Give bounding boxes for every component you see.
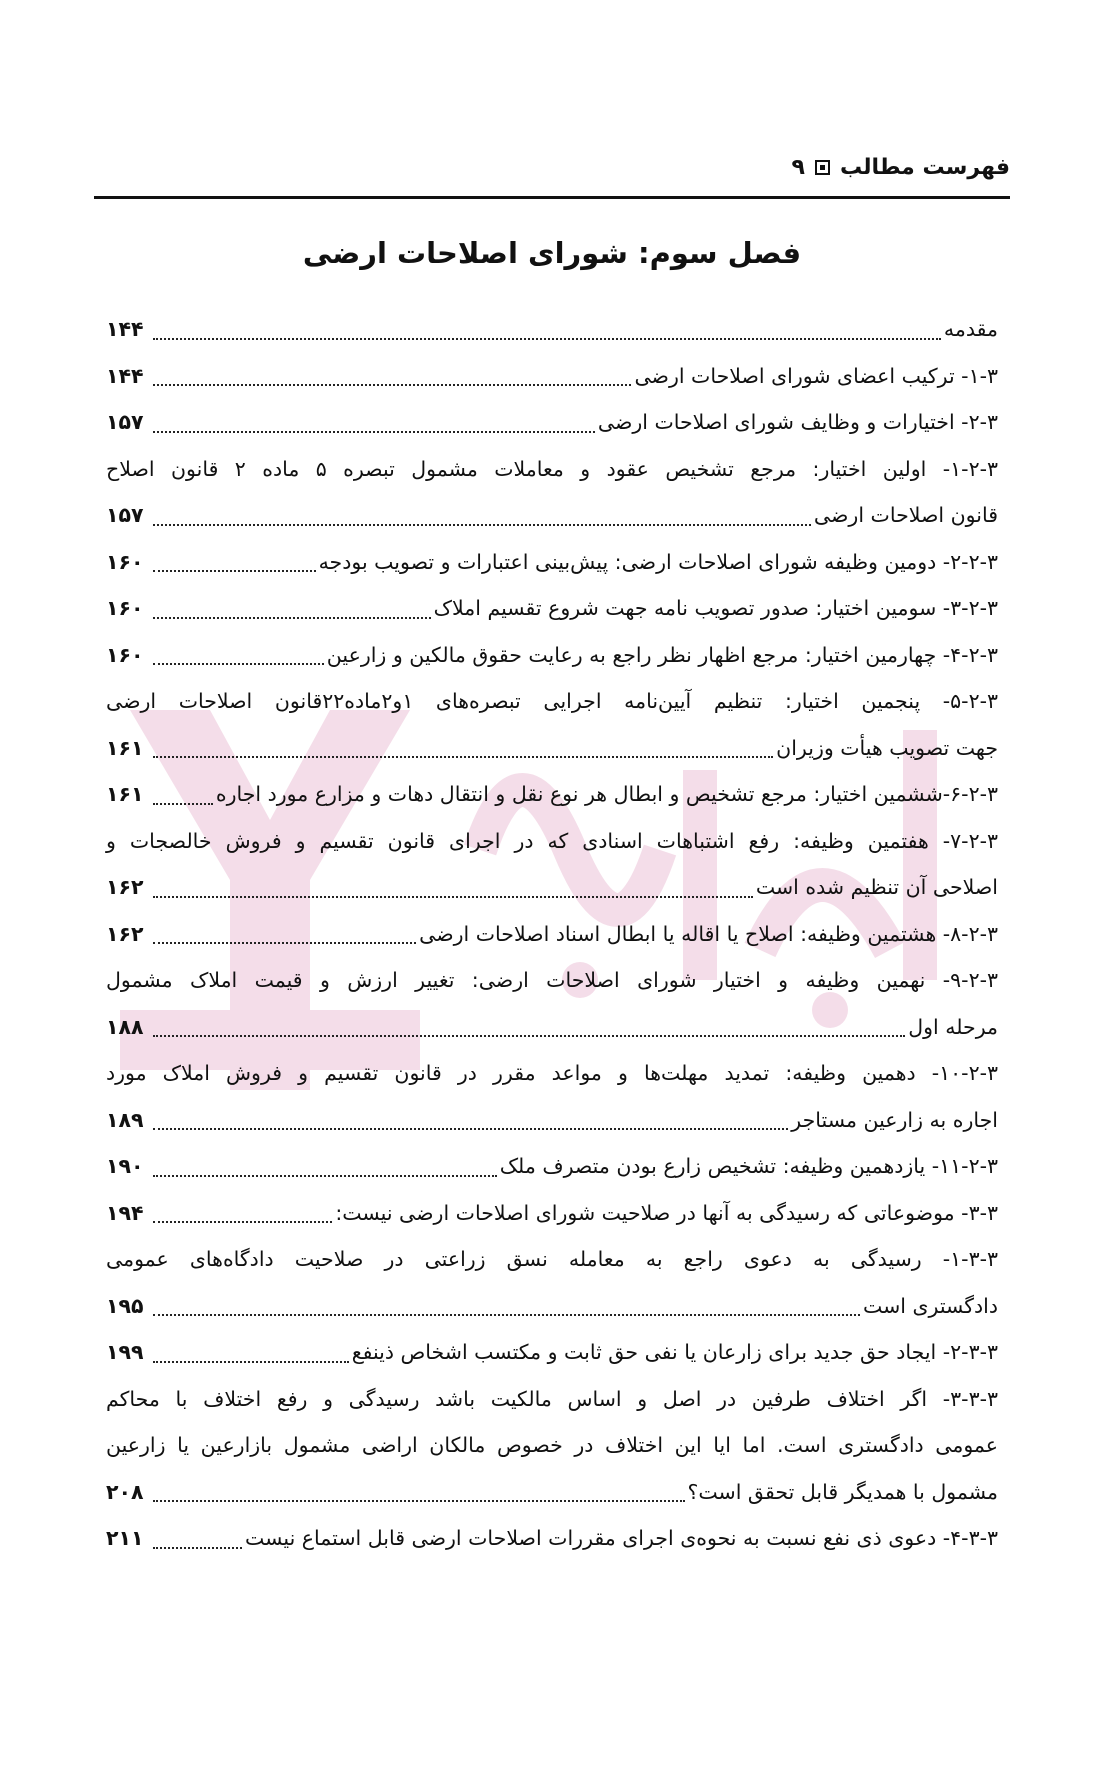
toc-entry-title-cont: دادگستری است: [862, 1293, 998, 1318]
toc-entry-page: ۱۹۵: [106, 1293, 144, 1318]
chapter-title: فصل سوم: شورای اصلاحات ارضی: [302, 236, 802, 270]
toc-entry-page: ۱۵۷: [106, 410, 144, 434]
toc-entry-page: ۱۸۹: [106, 1107, 144, 1132]
dot-leader: [153, 1547, 242, 1549]
toc-entry-title: ۱-۲-۳- اولین اختیار: مرجع تشخیص عقود و معاملات مشمول تبصره ۵ ماده ۲ قانون اصلاح: [106, 456, 998, 481]
header-rule: [94, 196, 1010, 199]
toc-entry-title: مقدمه: [943, 317, 998, 341]
dot-leader: [153, 1361, 349, 1363]
toc-entry-page: ۱۶۱: [106, 782, 144, 806]
toc-entry[interactable]: [106, 306, 998, 353]
toc-entry[interactable]: [106, 399, 998, 446]
toc-entry-continuation[interactable]: [106, 1097, 998, 1144]
toc-entry-title-cont: جهت تصویب هیأت وزیران: [776, 735, 998, 760]
toc-entry[interactable]: [106, 678, 998, 725]
toc-entry[interactable]: [106, 1376, 998, 1423]
toc-entry-continuation[interactable]: [106, 1004, 998, 1051]
toc-entry[interactable]: [106, 446, 998, 493]
toc-entry-page: ۱۴۴: [106, 317, 144, 341]
toc-entry-title: ۳-۳-۳- اگر اختلاف طرفین در اصل و اساس مالکیت باشد رسیدگی و رفع اختلاف با محاکم: [106, 1386, 998, 1411]
toc-entry-title: ۲-۳-۳- ایجاد حق جدید برای زارعان یا نفی حق ثابت و مکتسب اشخاص ذینفع: [351, 1340, 998, 1364]
toc-entry[interactable]: [106, 353, 998, 400]
dot-leader: [153, 896, 753, 898]
toc-entry-continuation[interactable]: [106, 1469, 998, 1516]
toc-entry[interactable]: [106, 1143, 998, 1190]
toc-entry-title: ۴-۳-۳- دعوی ذی نفع نسبت به نحوه‌ی اجرای مقررات اصلاحات ارضی قابل استماع نیست: [244, 1526, 998, 1550]
dot-leader: [153, 1314, 860, 1316]
toc-entry-page: ۱۹۰: [106, 1154, 144, 1178]
square-bullet-icon: [815, 160, 830, 175]
dot-leader: [153, 1175, 497, 1177]
toc-entry[interactable]: [106, 818, 998, 865]
toc-entry-continuation[interactable]: [106, 864, 998, 911]
toc-entry-title-cont: عمومی دادگستری است. اما ایا این اختلاف در خصوص مالکان اراضی مشمول بازارعین یا زارعین: [106, 1433, 998, 1457]
toc-entry-page: ۱۶۰: [106, 642, 144, 667]
toc-entry-page: ۲۰۸: [106, 1479, 144, 1504]
toc-entry-title-cont: اجاره به زارعین مستاجر: [791, 1107, 998, 1132]
dot-leader: [153, 384, 631, 386]
toc-entry[interactable]: [106, 632, 998, 679]
toc-entry-title: ۲-۳- اختیارات و وظایف شورای اصلاحات ارضی: [597, 410, 998, 434]
toc-entry-page: ۱۸۸: [106, 1014, 144, 1039]
toc-entry-page: ۱۶۲: [106, 921, 144, 946]
dot-leader: [153, 942, 416, 944]
toc-list: [106, 306, 998, 1562]
toc-entry-page: ۲۱۱: [106, 1526, 144, 1550]
toc-entry[interactable]: [106, 1236, 998, 1283]
dot-leader: [153, 1221, 332, 1223]
dot-leader: [153, 803, 213, 805]
toc-entry-page: ۱۵۷: [106, 503, 144, 527]
toc-entry-page: ۱۴۴: [106, 363, 144, 388]
toc-entry-page: ۱۶۲: [106, 875, 144, 899]
dot-leader: [153, 338, 941, 340]
toc-entry-page: ۱۹۴: [106, 1200, 144, 1225]
toc-entry-title: ۶-۲-۳-ششمین اختیار: مرجع تشخیص و ابطال هر نوع نقل و انتقال دهات و مزارع مورد اجاره: [215, 782, 998, 806]
toc-entry[interactable]: [106, 539, 998, 586]
toc-entry-title: ۱۱-۲-۳- یازدهمین وظیفه: تشخیص زارع بودن متصرف ملک: [499, 1154, 998, 1178]
dot-leader: [153, 1500, 685, 1502]
dot-leader: [153, 1035, 905, 1037]
toc-entry-title-cont: اصلاحی آن تنظیم شده است: [755, 875, 998, 899]
header-page-number: ۹: [791, 154, 805, 180]
toc-entry-title-cont: مشمول با همدیگر قابل تحقق است؟: [687, 1479, 998, 1504]
toc-entry-title: ۱-۳-۳- رسیدگی به دعوی راجع به معامله نسق زراعتی در صلاحیت دادگاه‌های عمومی: [106, 1247, 998, 1271]
toc-entry[interactable]: [106, 771, 998, 818]
toc-entry-continuation[interactable]: [106, 725, 998, 772]
dot-leader: [153, 756, 773, 758]
header-title: فهرست مطالب: [839, 154, 1010, 180]
toc-entry-continuation[interactable]: [106, 1422, 998, 1469]
toc-entry[interactable]: [106, 1329, 998, 1376]
dot-leader: [153, 617, 431, 619]
toc-entry-title: ۵-۲-۳- پنجمین اختیار: تنظیم آیین‌نامه اجرایی تبصره‌های ۱و۲ماده۲۲قانون اصلاحات ارضی: [106, 689, 998, 713]
toc-entry[interactable]: [106, 1190, 998, 1237]
toc-entry-page: ۱۶۱: [106, 735, 144, 760]
toc-entry-title-cont: مرحله اول: [908, 1014, 998, 1039]
toc-entry-title: ۸-۲-۳- هشتمین وظیفه: اصلاح یا اقاله یا ابطال اسناد اصلاحات ارضی: [419, 921, 998, 946]
toc-entry-title: ۷-۲-۳- هفتمین وظیفه: رفع اشتباهات اسنادی که در اجرای قانون تقسیم و فروش خالصجات و: [106, 828, 998, 853]
toc-entry-title-cont: قانون اصلاحات ارضی: [813, 503, 998, 527]
toc-entry[interactable]: [106, 957, 998, 1004]
toc-entry-title: ۴-۲-۳- چهارمین اختیار: مرجع اظهار نظر راجع به رعایت حقوق مالکین و زارعین: [326, 642, 998, 667]
dot-leader: [153, 524, 811, 526]
toc-entry-title: ۱-۳- ترکیب اعضای شورای اصلاحات ارضی: [634, 363, 998, 388]
toc-entry[interactable]: [106, 1515, 998, 1562]
toc-entry-title: ۱۰-۲-۳- دهمین وظیفه: تمدید مهلت‌ها و مواعد مقرر در قانون تقسیم و فروش املاک مورد: [106, 1061, 998, 1085]
toc-entry-page: ۱۶۰: [106, 596, 144, 620]
toc-entry-continuation[interactable]: [106, 492, 998, 539]
toc-entry-title: ۲-۲-۳- دومین وظیفه شورای اصلاحات ارضی: پیش‌بینی اعتبارات و تصویب بودجه: [318, 549, 998, 574]
dot-leader: [153, 1128, 788, 1130]
running-header: [94, 150, 1010, 184]
toc-entry-page: ۱۹۹: [106, 1340, 144, 1364]
toc-entry-page: ۱۶۰: [106, 549, 144, 574]
toc-entry-title: ۳-۲-۳- سومین اختیار: صدور تصویب نامه جهت شروع تقسیم املاک: [433, 596, 998, 620]
toc-entry-title: ۹-۲-۳- نهمین وظیفه و اختیار شورای اصلاحات ارضی: تغییر ارزش و قیمت املاک مشمول: [106, 968, 998, 992]
toc-entry[interactable]: [106, 585, 998, 632]
toc-entry-continuation[interactable]: [106, 1283, 998, 1330]
dot-leader: [153, 570, 316, 572]
dot-leader: [153, 663, 324, 665]
toc-entry-title: ۳-۳- موضوعاتی که رسیدگی به آنها در صلاحیت شورای اصلاحات ارضی نیست:: [335, 1200, 998, 1225]
toc-entry[interactable]: [106, 911, 998, 958]
dot-leader: [153, 431, 595, 433]
toc-entry[interactable]: [106, 1050, 998, 1097]
